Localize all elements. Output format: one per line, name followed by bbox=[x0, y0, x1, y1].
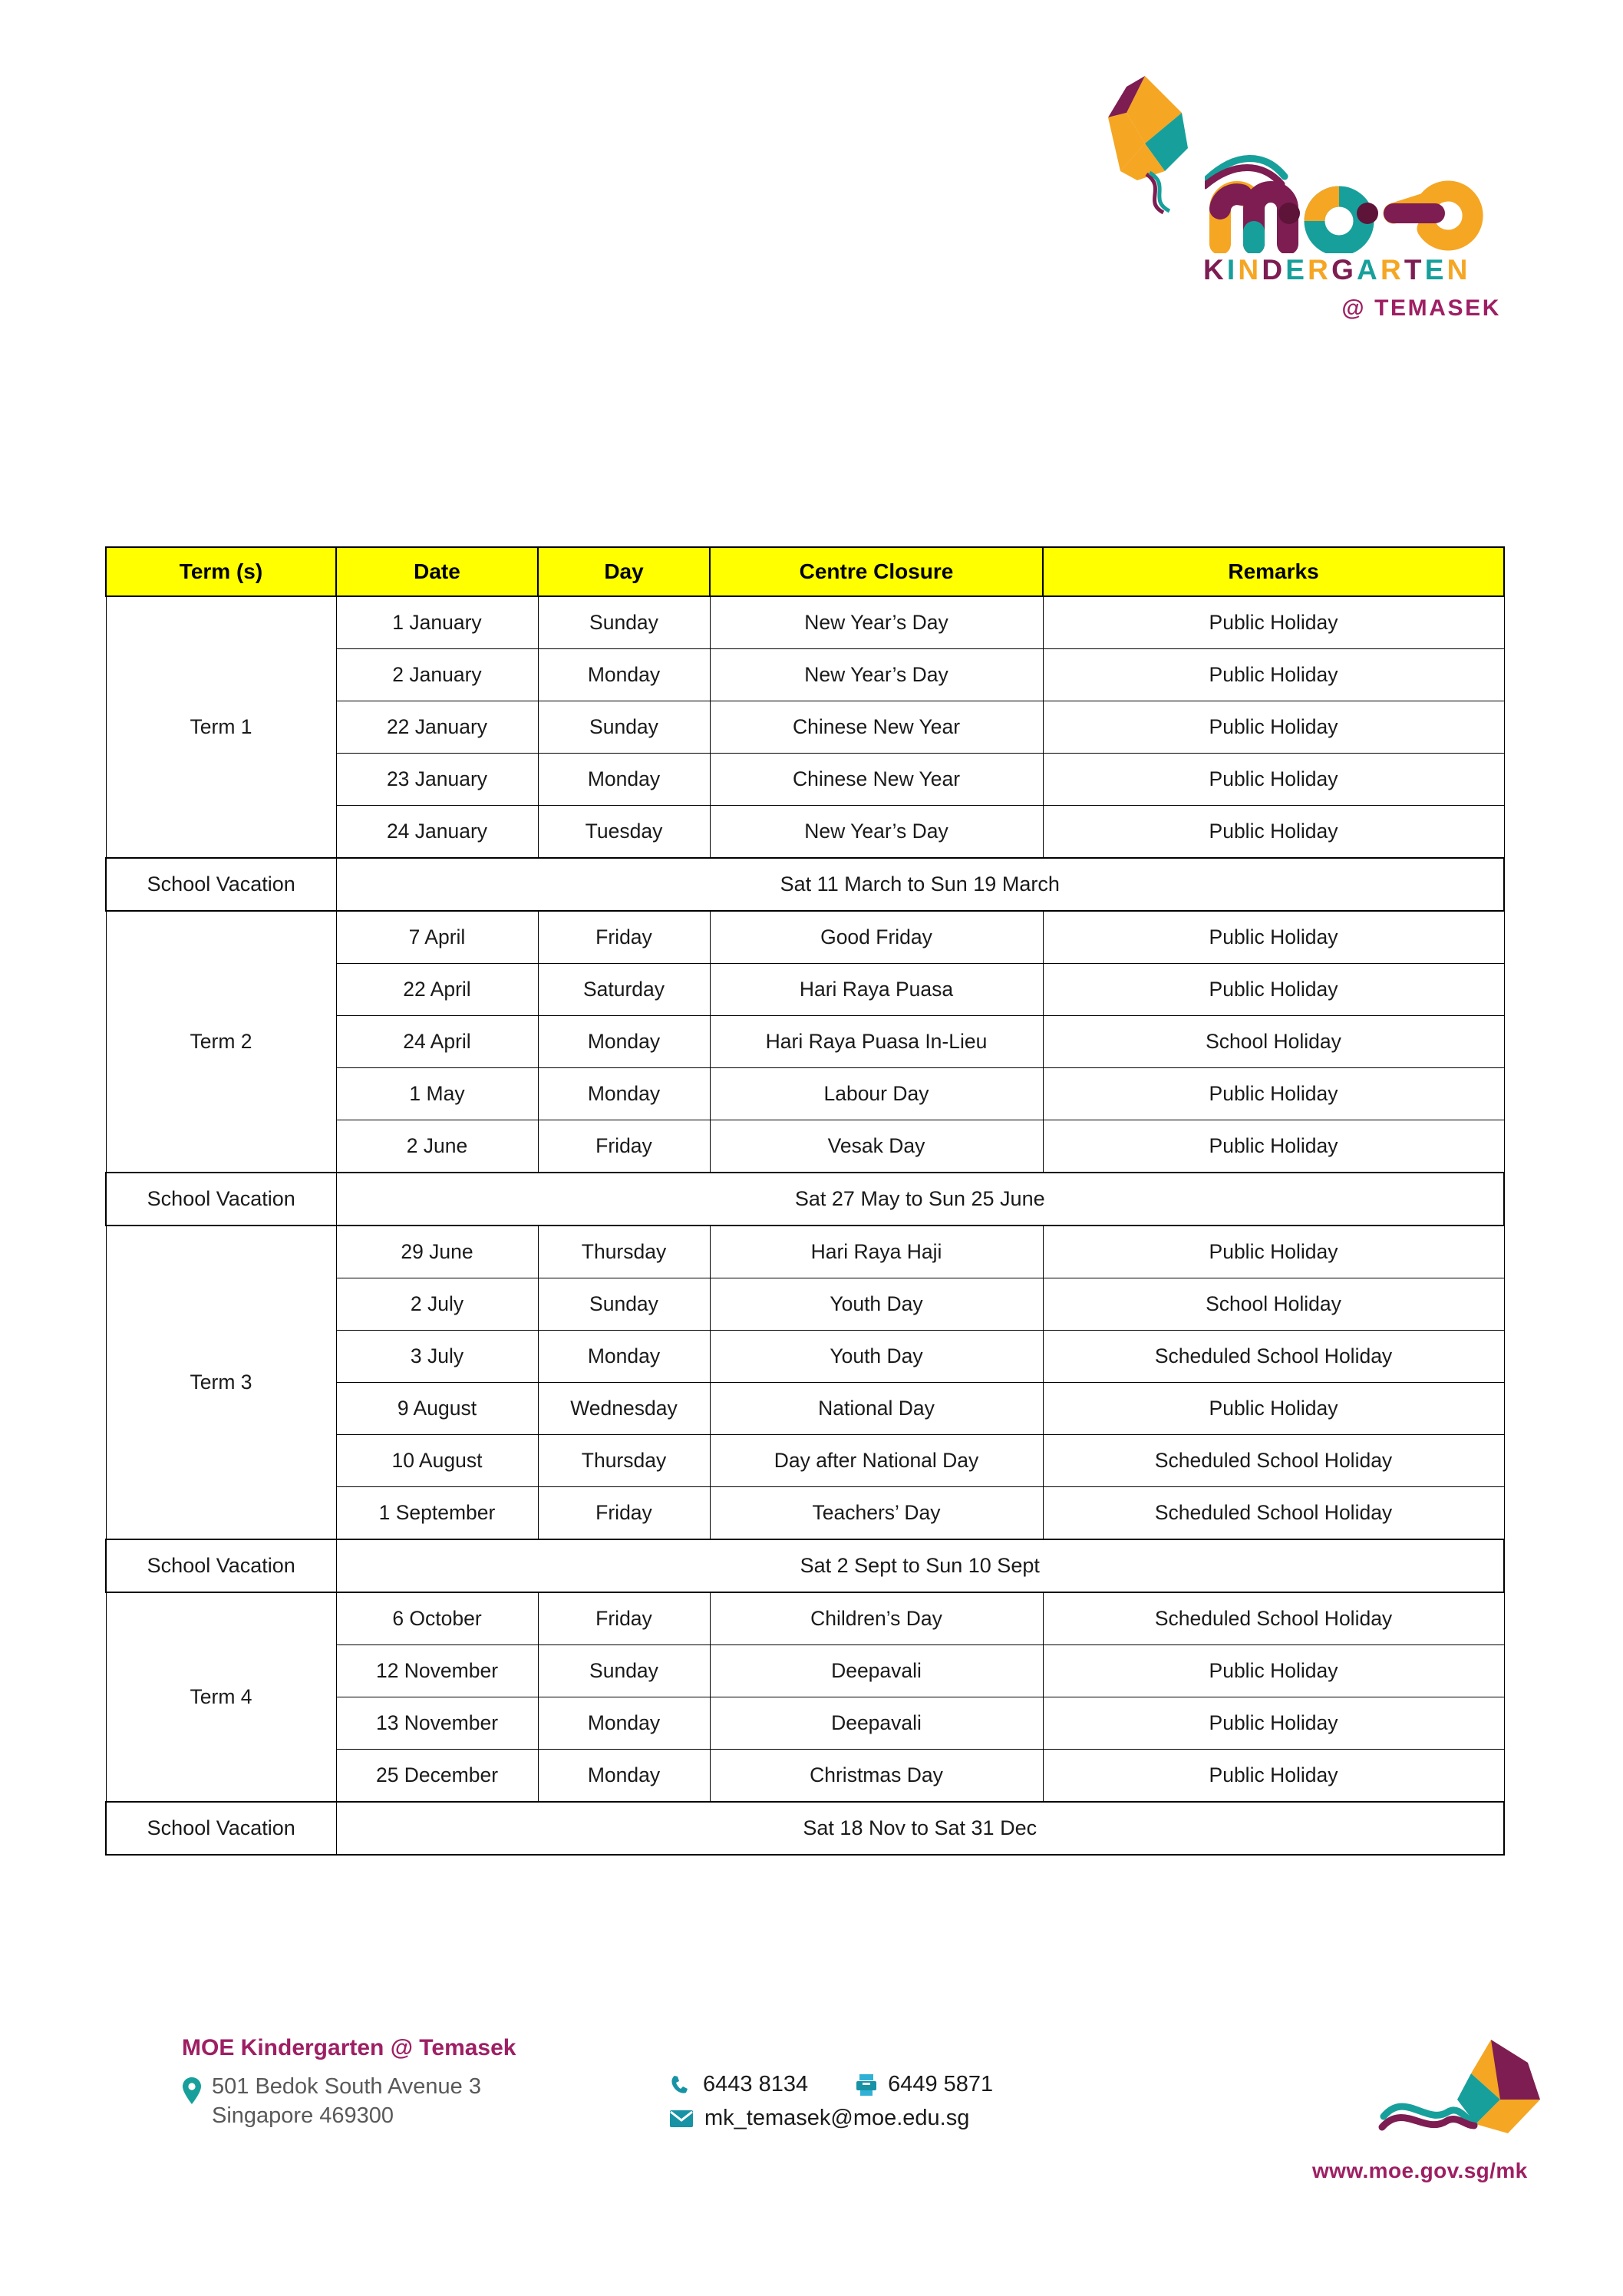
cell-remarks: Public Holiday bbox=[1043, 1120, 1504, 1173]
cell-day: Monday bbox=[538, 1697, 710, 1750]
holiday-schedule-table-container bbox=[105, 546, 1503, 1856]
footer-email bbox=[669, 2106, 969, 2131]
cell-remarks: Public Holiday bbox=[1043, 649, 1504, 701]
cell-day: Monday bbox=[538, 1331, 710, 1383]
cell-remarks: Public Holiday bbox=[1043, 806, 1504, 859]
cell-date: 7 April bbox=[336, 911, 538, 964]
footer-website-block bbox=[1305, 2026, 1550, 2202]
page-header bbox=[1090, 73, 1504, 338]
cell-remarks: Public Holiday bbox=[1043, 911, 1504, 964]
cell-day: Wednesday bbox=[538, 1383, 710, 1435]
school-vacation-row bbox=[106, 858, 1504, 911]
cell-date: 2 January bbox=[336, 649, 538, 701]
cell-day: Sunday bbox=[538, 701, 710, 754]
table-row bbox=[106, 911, 1504, 964]
cell-remarks: Public Holiday bbox=[1043, 1645, 1504, 1697]
kite-icon bbox=[1377, 2026, 1554, 2160]
cell-day: Friday bbox=[538, 1487, 710, 1540]
cell-centre-closure: Christmas Day bbox=[710, 1750, 1043, 1803]
column-header-remarks: Remarks bbox=[1043, 547, 1504, 596]
cell-centre-closure: Deepavali bbox=[710, 1697, 1043, 1750]
cell-centre-closure: National Day bbox=[710, 1383, 1043, 1435]
cell-date: 25 December bbox=[336, 1750, 538, 1803]
cell-date: 24 April bbox=[336, 1016, 538, 1068]
footer-phone bbox=[669, 2072, 808, 2097]
vacation-date-range: Sat 11 March to Sun 19 March bbox=[336, 858, 1504, 911]
cell-day: Monday bbox=[538, 1016, 710, 1068]
vacation-date-range: Sat 18 Nov to Sat 31 Dec bbox=[336, 1802, 1504, 1855]
cell-remarks: Public Holiday bbox=[1043, 1697, 1504, 1750]
moe-kindergarten-logo bbox=[1090, 73, 1504, 338]
cell-date: 22 January bbox=[336, 701, 538, 754]
cell-centre-closure: Chinese New Year bbox=[710, 754, 1043, 806]
footer-phone-number: 6443 8134 bbox=[703, 2072, 809, 2096]
column-header-term: Term (s) bbox=[106, 547, 336, 596]
footer-address-block bbox=[182, 2035, 612, 2131]
cell-day: Tuesday bbox=[538, 806, 710, 859]
cell-date: 1 January bbox=[336, 596, 538, 649]
cell-day: Thursday bbox=[538, 1226, 710, 1278]
cell-centre-closure: Vesak Day bbox=[710, 1120, 1043, 1173]
cell-remarks: Scheduled School Holiday bbox=[1043, 1592, 1504, 1645]
cell-centre-closure: Youth Day bbox=[710, 1331, 1043, 1383]
cell-centre-closure: New Year’s Day bbox=[710, 596, 1043, 649]
footer-fax-number: 6449 5871 bbox=[888, 2072, 994, 2096]
table-row bbox=[106, 1226, 1504, 1278]
cell-date: 2 July bbox=[336, 1278, 538, 1331]
cell-date: 24 January bbox=[336, 806, 538, 859]
cell-date: 1 September bbox=[336, 1487, 538, 1540]
cell-day: Friday bbox=[538, 1120, 710, 1173]
cell-remarks: Public Holiday bbox=[1043, 1068, 1504, 1120]
cell-centre-closure: Youth Day bbox=[710, 1278, 1043, 1331]
cell-centre-closure: Children’s Day bbox=[710, 1592, 1043, 1645]
vacation-date-range: Sat 27 May to Sun 25 June bbox=[336, 1173, 1504, 1226]
cell-remarks: Public Holiday bbox=[1043, 596, 1504, 649]
cell-date: 6 October bbox=[336, 1592, 538, 1645]
cell-centre-closure: Hari Raya Puasa In-Lieu bbox=[710, 1016, 1043, 1068]
table-row bbox=[106, 1592, 1504, 1645]
cell-date: 13 November bbox=[336, 1697, 538, 1750]
cell-centre-closure: Deepavali bbox=[710, 1645, 1043, 1697]
logo-affiliation-text: @ TEMASEK bbox=[1341, 295, 1501, 321]
cell-day: Sunday bbox=[538, 1278, 710, 1331]
kite-icon bbox=[1097, 73, 1212, 219]
cell-remarks: School Holiday bbox=[1043, 1278, 1504, 1331]
cell-remarks: Public Holiday bbox=[1043, 754, 1504, 806]
cell-date: 1 May bbox=[336, 1068, 538, 1120]
cell-day: Friday bbox=[538, 911, 710, 964]
cell-day: Sunday bbox=[538, 596, 710, 649]
logo-kindergarten-text: KINDERGARTEN bbox=[1203, 254, 1471, 285]
address-line-2: Singapore 469300 bbox=[212, 2103, 394, 2129]
cell-date: 10 August bbox=[336, 1435, 538, 1487]
footer-org-name: MOE Kindergarten @ Temasek bbox=[182, 2035, 516, 2060]
cell-date: 2 June bbox=[336, 1120, 538, 1173]
cell-day: Monday bbox=[538, 1750, 710, 1803]
cell-centre-closure: Hari Raya Haji bbox=[710, 1226, 1043, 1278]
cell-remarks: Public Holiday bbox=[1043, 964, 1504, 1016]
vacation-label: School Vacation bbox=[106, 1539, 336, 1592]
term-label: Term 1 bbox=[106, 596, 336, 858]
cell-remarks: Scheduled School Holiday bbox=[1043, 1331, 1504, 1383]
cell-centre-closure: Hari Raya Puasa bbox=[710, 964, 1043, 1016]
cell-remarks: School Holiday bbox=[1043, 1016, 1504, 1068]
cell-centre-closure: Good Friday bbox=[710, 911, 1043, 964]
moe-wordmark bbox=[1205, 146, 1504, 257]
holiday-schedule-table bbox=[105, 546, 1505, 1856]
fax-icon bbox=[856, 2073, 877, 2096]
page-footer bbox=[0, 2026, 1623, 2218]
cell-date: 29 June bbox=[336, 1226, 538, 1278]
cell-remarks: Scheduled School Holiday bbox=[1043, 1435, 1504, 1487]
cell-centre-closure: New Year’s Day bbox=[710, 806, 1043, 859]
cell-centre-closure: Chinese New Year bbox=[710, 701, 1043, 754]
column-header-closure: Centre Closure bbox=[710, 547, 1043, 596]
vacation-label: School Vacation bbox=[106, 1802, 336, 1855]
cell-remarks: Public Holiday bbox=[1043, 1750, 1504, 1803]
cell-date: 23 January bbox=[336, 754, 538, 806]
cell-day: Monday bbox=[538, 649, 710, 701]
email-icon bbox=[669, 2109, 694, 2129]
column-header-day: Day bbox=[538, 547, 710, 596]
cell-day: Monday bbox=[538, 1068, 710, 1120]
cell-remarks: Scheduled School Holiday bbox=[1043, 1487, 1504, 1540]
school-vacation-row bbox=[106, 1173, 1504, 1226]
table-row bbox=[106, 596, 1504, 649]
cell-remarks: Public Holiday bbox=[1043, 1383, 1504, 1435]
column-header-date: Date bbox=[336, 547, 538, 596]
vacation-label: School Vacation bbox=[106, 858, 336, 911]
footer-address-text bbox=[212, 2072, 481, 2131]
table-body bbox=[106, 596, 1504, 1855]
cell-centre-closure: Teachers’ Day bbox=[710, 1487, 1043, 1540]
location-pin-icon bbox=[182, 2072, 202, 2106]
footer-contact-block bbox=[669, 2072, 1145, 2139]
cell-date: 9 August bbox=[336, 1383, 538, 1435]
vacation-date-range: Sat 2 Sept to Sun 10 Sept bbox=[336, 1539, 1504, 1592]
term-label: Term 4 bbox=[106, 1592, 336, 1802]
cell-day: Sunday bbox=[538, 1645, 710, 1697]
phone-icon bbox=[669, 2073, 692, 2096]
term-label: Term 2 bbox=[106, 911, 336, 1173]
cell-remarks: Public Holiday bbox=[1043, 701, 1504, 754]
school-vacation-row bbox=[106, 1802, 1504, 1855]
footer-fax bbox=[856, 2072, 993, 2097]
cell-remarks: Public Holiday bbox=[1043, 1226, 1504, 1278]
cell-date: 12 November bbox=[336, 1645, 538, 1697]
cell-day: Saturday bbox=[538, 964, 710, 1016]
cell-day: Monday bbox=[538, 754, 710, 806]
school-vacation-row bbox=[106, 1539, 1504, 1592]
address-line-1: 501 Bedok South Avenue 3 bbox=[212, 2074, 481, 2099]
cell-centre-closure: New Year’s Day bbox=[710, 649, 1043, 701]
table-header-row bbox=[106, 547, 1504, 596]
cell-day: Friday bbox=[538, 1592, 710, 1645]
cell-centre-closure: Labour Day bbox=[710, 1068, 1043, 1120]
cell-centre-closure: Day after National Day bbox=[710, 1435, 1043, 1487]
cell-date: 3 July bbox=[336, 1331, 538, 1383]
vacation-label: School Vacation bbox=[106, 1173, 336, 1226]
cell-date: 22 April bbox=[336, 964, 538, 1016]
footer-website-url[interactable]: www.moe.gov.sg/mk bbox=[1312, 2159, 1528, 2182]
term-label: Term 3 bbox=[106, 1226, 336, 1539]
footer-email-address: mk_temasek@moe.edu.sg bbox=[704, 2106, 970, 2130]
cell-day: Thursday bbox=[538, 1435, 710, 1487]
